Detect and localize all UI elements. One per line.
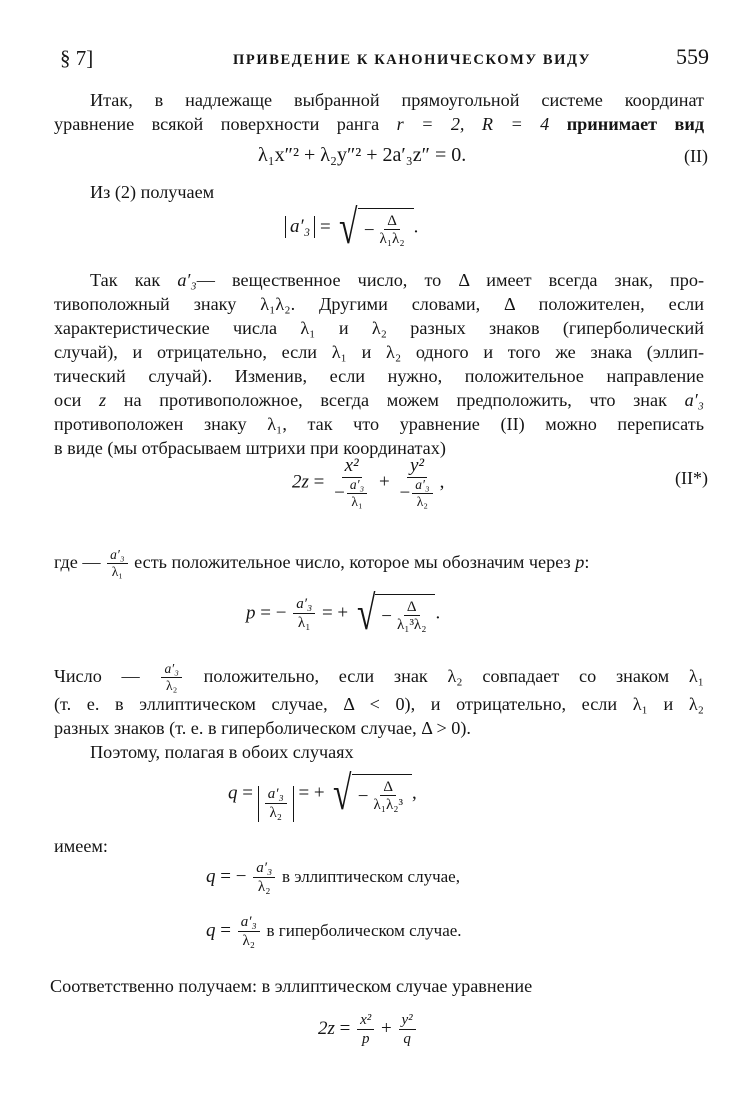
text-line: тивоположный знаку λ₁λ₂. Другими словами, Δ положителен, если [54,294,704,314]
text-line: Из (2) получаем [90,182,215,202]
text-line: случай), и отрицательно, если λ₁ и λ₂ одного и того же знака (эллип- [54,342,704,362]
equation-label: (II) [684,146,708,166]
equation-p: p = − $\frac{\text{a′₃}}{\text{λ₁}}$ = + √ − $\frac{\Delta}{\text{λ₁³λ₂}}$ . [246,587,441,640]
text-line: оси z на противоположное, всегда можем предположить, что знак a′₃ [54,390,704,410]
text-line: Соответственно получаем: в эллиптическом случае уравнение [50,976,533,996]
text-line: противоположен знаку λ₁, так что уравнение (II) можно переписать [54,414,704,434]
text-line: тический случай). Изменив, если нужно, положительное направление [54,366,704,386]
equation-q-hyperbolic: q = $\frac{\text{a′₃}}{\text{λ₂}}$ в гиперболическом случае. [206,914,462,949]
page-number: 559 [676,44,709,69]
equation-q: q = $\frac{\text{a′₃}}{\text{λ₂}}$ = + √ − $\frac{\Delta}{\text{λ₁λ₂³}}$ , [228,767,417,821]
text-line: Так как a′₃— вещественное число, то Δ имеет всегда знак, про- [90,270,705,290]
equation-abs-a3: a′₃ = √ − $\frac{\Delta}{\text{λ₁λ₂}}$ . [285,204,418,252]
text-line: (т. е. в эллиптическом случае, Δ < 0), и отрицательно, если λ₁ и λ₂ [54,694,704,714]
text-line: Число — $\frac{\text{a′₃}}{\text{λ₂}}$ положительно, если знак λ₂ совпадает со знаком λ₁ [54,661,705,693]
equation-elliptic-paraboloid: 2z = $\frac{\text{x²}}{p}$ + $\frac{\text{y²}}{q}$ [318,1012,418,1048]
section-marker: § 7] [60,46,94,70]
equation-label: (II*) [675,468,708,488]
equation-II: λ₁x″² + λ₂y″² + 2a′₃z″ = 0. [258,144,467,166]
text-line: где — $\frac{\text{a′₃}}{\text{λ₁}}$ есть положительное число, которое мы обозначим через p: [54,547,590,579]
equation-II-star: 2z = x² − $\frac{\text{a′₃}}{\text{λ₁}}$ + y² − $\frac{\text{a′₃}}{\text{λ₂}}$ , [292,455,445,509]
text-line: в виде (мы отбрасываем штрихи при координатах) [54,438,446,458]
text-line: уравнение всякой поверхности ранга r = 2, R = 4 принимает вид [54,114,705,134]
equation-q-elliptic: q = − $\frac{\text{a′₃}}{\text{λ₂}}$ в эллиптическом случае, [206,860,460,895]
text-line: Поэтому, полагая в обоих случаях [90,742,354,762]
text-line: имеем: [54,836,108,856]
text-line: характеристические числа λ₁ и λ₂ разных знаков (гиперболический [54,318,704,338]
text-line: разных знаков (т. е. в гиперболическом случае, Δ > 0). [54,718,471,738]
text-line: Итак, в надлежаще выбранной прямоугольной системе координат [90,90,704,110]
running-title: ПРИВЕДЕНИЕ К КАНОНИЧЕСКОМУ ВИДУ [233,52,592,68]
